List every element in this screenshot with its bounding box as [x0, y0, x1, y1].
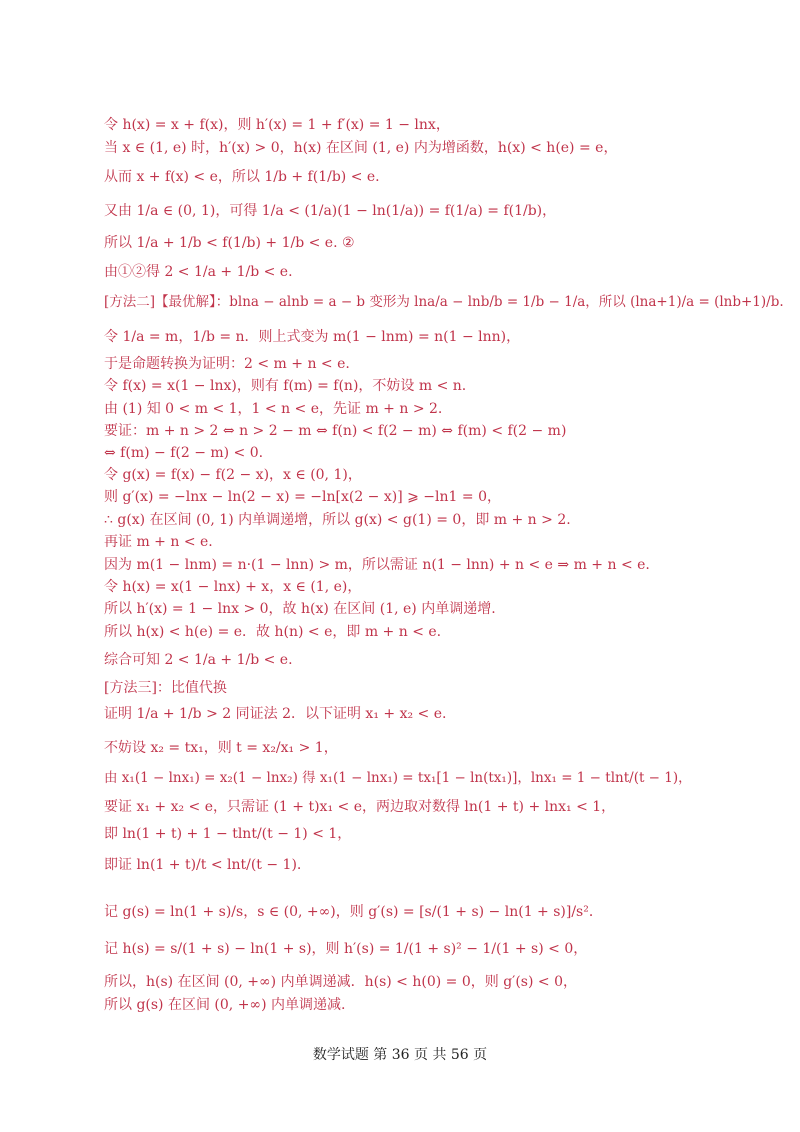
solution-line: 当 x ∈ (1, e) 时，h′(x) > 0，h(x) 在区间 (1, e) 内为增函数，h(x) < h(e) = e， [104, 140, 618, 156]
solution-line: 再证 m + n < e. [104, 534, 213, 550]
solution-line: ⇔ f(m) − f(2 − m) < 0. [104, 445, 264, 461]
solution-line: 由 (1) 知 0 < m < 1，1 < n < e，先证 m + n > 2. [104, 401, 443, 417]
solution-line: 所以 1/a + 1/b < f(1/b) + 1/b < e. ② [104, 235, 355, 251]
solution-line: 即 ln(1 + t) + 1 − tlnt/(t − 1) < 1， [104, 826, 352, 842]
solution-line: 令 h(x) = x + f(x)，则 h′(x) = 1 + f′(x) = 1 − lnx， [104, 117, 450, 133]
page-footer: 数学试题 第 36 页 共 56 页 [312, 1047, 488, 1063]
solution-line: 不妨设 x₂ = tx₁，则 t = x₂/x₁ > 1， [104, 740, 338, 756]
solution-line: 即证 ln(1 + t)/t < lnt/(t − 1). [104, 857, 302, 873]
solution-line: 又由 1/a ∈ (0, 1)，可得 1/a < (1/a)(1 − ln(1/a)) = f(1/a) = f(1/b)， [104, 203, 557, 219]
solution-line: 证明 1/a + 1/b > 2 同证法 2．以下证明 x₁ + x₂ < e. [104, 706, 447, 722]
solution-line: 令 g(x) = f(x) − f(2 − x)，x ∈ (0, 1)， [104, 467, 362, 483]
solution-line: 则 g′(x) = −lnx − ln(2 − x) = −ln[x(2 − x)] ⩾ −ln1 = 0， [104, 489, 501, 505]
solution-line: 所以 h(x) < h(e) = e．故 h(n) < e，即 m + n < e. [104, 624, 442, 640]
solution-line: ∴ g(x) 在区间 (0, 1) 内单调递增，所以 g(x) < g(1) = 0，即 m + n > 2. [104, 512, 571, 528]
solution-line: 所以 g(s) 在区间 (0, +∞) 内单调递减. [104, 997, 346, 1013]
solution-line: 要证 x₁ + x₂ < e，只需证 (1 + t)x₁ < e，两边取对数得 ln(1 + t) + lnx₁ < 1， [104, 799, 616, 815]
solution-line: 令 1/a = m，1/b = n．则上式变为 m(1 − lnm) = n(1 − lnn)， [104, 329, 521, 345]
solution-line: [方法三]：比值代换 [104, 680, 227, 696]
solution-line: 由 x₁(1 − lnx₁) = x₂(1 − lnx₂) 得 x₁(1 − lnx₁) = tx₁[1 − ln(tx₁)]，lnx₁ = 1 − tlnt/(t − 1)， [104, 770, 692, 786]
solution-line: 记 h(s) = s/(1 + s) − ln(1 + s)，则 h′(s) = 1/(1 + s)² − 1/(1 + s) < 0， [104, 941, 588, 957]
solution-line: 令 h(x) = x(1 − lnx) + x，x ∈ (1, e)， [104, 579, 362, 595]
solution-line: 所以 h′(x) = 1 − lnx > 0，故 h(x) 在区间 (1, e) 内单调递增. [104, 601, 496, 617]
solution-line: 综合可知 2 < 1/a + 1/b < e. [104, 652, 293, 668]
solution-line: 令 f(x) = x(1 − lnx)，则有 f(m) = f(n)，不妨设 m < n. [104, 378, 467, 394]
solution-line: 因为 m(1 − lnm) = n·(1 − lnn) > m，所以需证 n(1 − lnn) + n < e ⇒ m + n < e. [104, 557, 650, 573]
solution-line: 从而 x + f(x) < e，所以 1/b + f(1/b) < e. [104, 169, 380, 185]
solution-line: [方法二]【最优解】：blna − alnb = a − b 变形为 lna/a − lnb/b = 1/b − 1/a，所以 (lna+1)/a = (lnb+1)/b. [104, 294, 784, 310]
solution-line: 记 g(s) = ln(1 + s)/s，s ∈ (0, +∞)，则 g′(s) = [s/(1 + s) − ln(1 + s)]/s²． [104, 904, 603, 920]
solution-line: 于是命题转换为证明：2 < m + n < e. [104, 356, 350, 372]
solution-line: 由①②得 2 < 1/a + 1/b < e. [104, 264, 293, 280]
solution-line: 所以，h(s) 在区间 (0, +∞) 内单调递减．h(s) < h(0) = 0，则 g′(s) < 0， [104, 974, 577, 990]
solution-line: 要证：m + n > 2 ⇔ n > 2 − m ⇔ f(n) < f(2 − m) ⇔ f(m) < f(2 − m) [104, 423, 567, 439]
